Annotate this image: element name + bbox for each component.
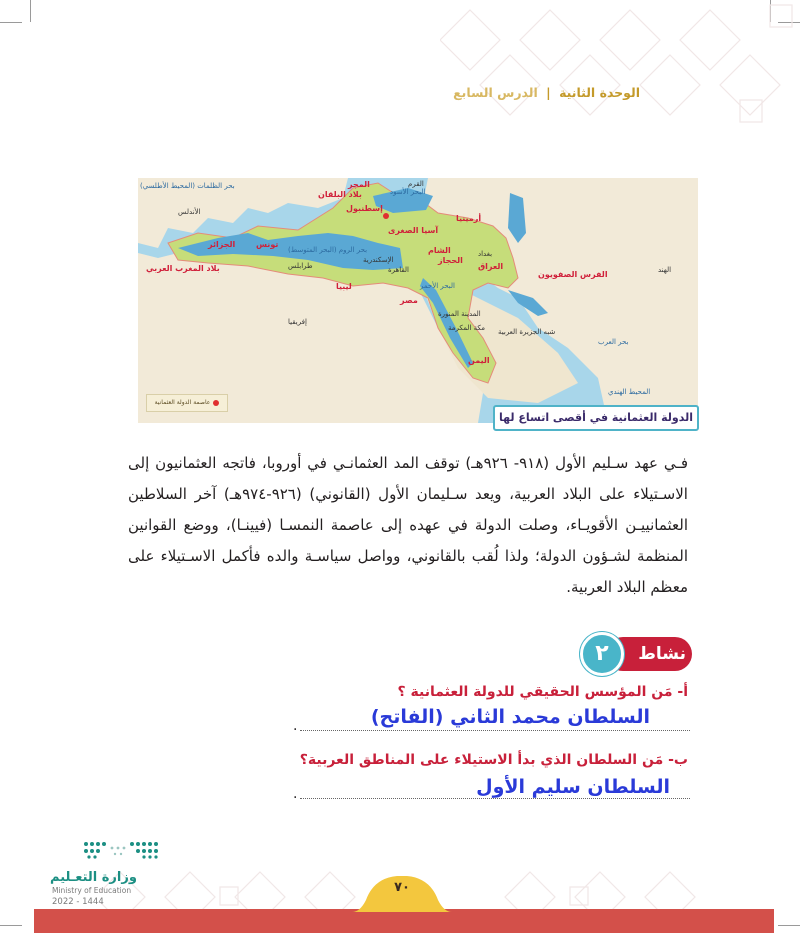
map-label-crimea: القرم [408,180,424,188]
answer-line-a [300,730,690,731]
ministry-year: 2022 - 1444 [52,897,104,907]
map-label-mediterranean: بحر الروم (البحر المتوسط) [288,246,368,254]
map-label-africa: إفريقيا [288,318,307,326]
map-label-makkah: مكة المكرمة [448,324,485,332]
activity-badge [580,632,692,676]
unit-title: الوحدة الثانية [559,85,640,100]
answer-b-end: . [293,786,298,802]
map-label-safavid: الفرس الصفويون [538,270,608,279]
map-label-libya: ليبيا [336,282,352,291]
map-label-yemen: اليمن [468,356,490,365]
map-label-syria: الشام [428,246,451,255]
answer-a: السلطان محمد الثاني (الفاتح) [370,706,650,728]
map-label-atlantic: بحر الظلمات (المحيط الأطلسي) [140,182,235,190]
activity-label: نشاط [638,644,686,664]
map-label-india: الهند [658,266,672,274]
map-label-arabian-peninsula: شبه الجزيرة العربية [498,328,556,336]
crop-mark [0,22,22,23]
map-label-cairo: القاهرة [388,266,409,274]
background-pattern [440,0,800,140]
map-label-armenia: أرمينيا [456,214,482,223]
map-label-red-sea: البحر الأحمر [420,282,455,290]
ottoman-map [138,178,698,423]
map-label-algeria: الجزائر [208,240,236,249]
lesson-title: الدرس السابع [453,85,538,100]
crop-mark [778,925,800,926]
ministry-name-ar: وزارة التعـليم [50,870,137,885]
answer-line-b [300,798,690,799]
map-label-tripoli: طرابلس [288,262,313,270]
map-label-indian-ocean: المحيط الهندي [608,388,651,396]
map-label-alexandria: الإسكندرية [363,256,394,264]
map-label-maghreb: بلاد المغرب العربي [146,264,220,273]
ministry-logo-icon [82,838,166,860]
ministry-name-en: Ministry of Education [52,886,132,895]
map-caption: الدولة العثمانية في أقصى اتساع لها [493,405,699,431]
map-label-istanbul: إسطنبول [346,204,383,213]
capital-dot-icon [213,400,219,406]
crop-mark [30,0,31,22]
map-label-iraq: العراق [478,262,504,271]
map-label-hijaz: الحجاز [438,256,463,265]
legend-text: عاصمة الدولة العثمانية [154,399,211,406]
map-label-asia-minor: آسيا الصغرى [388,226,439,235]
answer-a-end: . [293,718,298,734]
map-label-egypt: مصر [400,296,418,305]
map-label-madinah: المدينة المنورة [438,310,481,318]
activity-number: ٢ [580,632,624,676]
map-label-hungary: المجر [348,180,370,189]
map-label-balkans: بلاد البلقان [318,190,362,199]
body-paragraph: فـي عهد سـليم الأول (٩١٨- ٩٢٦هـ) توقف المد العثمانـي في أوروبا، فاتجه العثمانيون إلى الاسـتيلاء على البلاد العربية، ويعد سـليمان الأول (القانوني) (٩٢٦-٩٧٤هـ) آخر السلاطين العثمانييـن الأقويـاء، وصلت الدولة في عهده إلى عاصمة النمسـا (فيينـا)، ووضع القوانين المنظمة لشـؤون الدولة؛ ولذا لُقب بالقانوني، وواصل سياسـة والده فأكمل الاسـتيلاء على معظم البلاد العربية. [128,454,688,596]
header-separator: | [546,85,551,100]
question-b: ب- مَن السلطان الذي بدأ الاستيلاء على المناطق العربية؟ [299,752,688,768]
page-number: ٧٠ [394,880,410,895]
question-a: أ- مَن المؤسس الحقيقي للدولة العثمانية ؟ [397,684,688,700]
map-image [138,178,698,423]
map-label-tunisia: تونس [256,240,279,249]
map-legend [146,394,228,412]
footer-band [34,909,774,933]
answer-b: السلطان سليم الأول [476,776,670,798]
map-label-baghdad: بغداد [478,250,493,258]
map-label-arabian-sea: بحر العرب [598,338,629,346]
map-label-andalus: الأندلس [178,208,201,216]
map-label-black-sea: البحر الأسود [390,188,426,196]
crop-mark [0,925,22,926]
page-header [453,85,640,100]
